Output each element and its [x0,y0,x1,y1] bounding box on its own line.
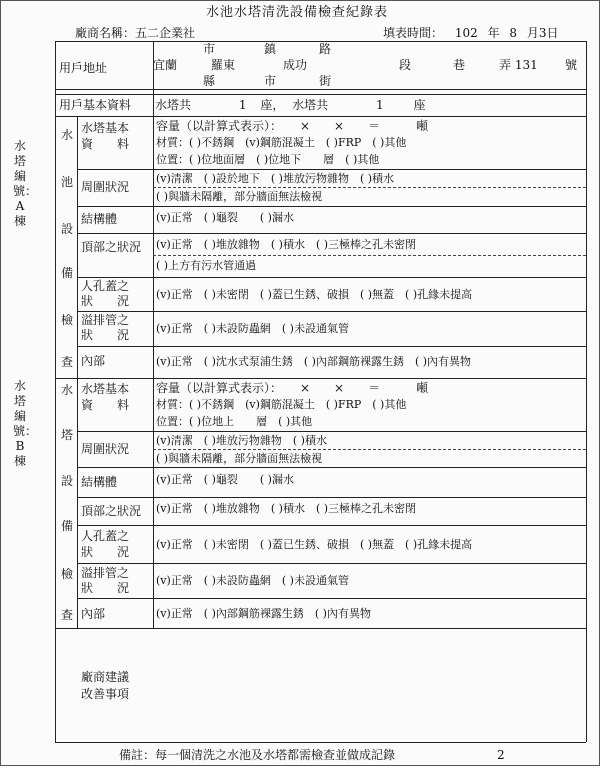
a-row7-label: 內部 [81,354,106,368]
suggestion-label-2: 改善事項 [81,687,130,701]
a-row4-label: 頂部之狀況 [81,240,142,254]
address-district: 成功 [283,58,308,72]
side-label-a: 水塔編號：A棟 [13,139,38,228]
address-city-unit: 市 [203,42,216,56]
b-surroundings-1: (v)清潔 ( )堆放污物雜物 ( )積水 [156,434,327,447]
b-top: (v)正常 ( )堆放雜物 ( )積水 ( )三極棒之孔未密閉 [156,502,417,515]
basic-info-values: 水塔共 1 座， 水塔共 1 座 [155,98,426,112]
vendor-name: 廠商名稱：五二企業社 [75,26,196,40]
b-location: 位置：( )位地上 層 ( )其他 [156,415,313,428]
a-capacity: 容量（以計算式表示）： × × ＝ 噸 [156,119,429,133]
address-street-unit: 街 [319,74,332,88]
form-title: 水池水塔清洗設備檢查紀錄表 [206,5,389,20]
address-county-unit: 縣 [203,74,216,88]
section-a-vertical-1: 水 [61,128,74,142]
a-row5-label-top: 人孔蓋之 [81,279,130,293]
b-row6-label-top: 溢排管之 [81,566,130,580]
b-row1-label-top: 水塔基本 [81,382,130,396]
section-a-vertical-6: 查 [61,355,74,369]
b-overflow: (v)正常 ( )未設防蟲網 ( )未設通氣管 [156,574,349,587]
a-top-2: ( )上方有污水管通過 [156,259,257,272]
address-city-unit-2: 市 [264,74,277,88]
a-location: 位置：( )位地面層 ( )位地下 層 ( )其他 [156,153,380,166]
a-row5-label-bottom: 狀 況 [81,294,130,308]
fill-date: 填表時間： 102 年 8 月3日 [383,26,559,40]
b-manhole: (v)正常 ( )未密閉 ( )蓋已生銹、破損 ( )無蓋 ( )孔緣未提高 [156,538,473,551]
section-a-vertical-4: 備 [61,266,74,280]
a-interior: (v)正常 ( )沈水式泵浦生銹 ( )內部鋼筋裸露生銹 ( )內有異物 [156,355,472,368]
section-b-vertical-4: 備 [61,519,74,533]
address-lane: 巷 [453,58,466,72]
address-line: 宜蘭 [153,58,178,72]
a-row6-label-bottom: 狀 況 [81,328,130,342]
address-county: 羅東 [211,58,236,72]
a-manhole: (v)正常 ( )未密閉 ( )蓋已生銹、破損 ( )無蓋 ( )孔緣未提高 [156,288,473,301]
b-capacity: 容量（以計算式表示）： × × ＝ 噸 [156,381,429,395]
section-b-vertical-5: 檢 [61,567,74,581]
section-a-vertical-2: 池 [61,175,74,189]
section-b-vertical-1: 水 [61,383,74,397]
a-surroundings-1: (v)清潔 ( )設於地下 ( )堆放污物雜物 ( )積水 [156,172,395,185]
b-row7-label: 內部 [81,607,106,621]
a-row2-label: 周圍狀況 [81,180,130,194]
page-number: 2 [497,748,505,762]
b-surroundings-2: ( )與牆未隔離，部分牆面無法檢視 [156,452,323,465]
a-material: 材質：( )不銹鋼 (v)鋼筋混凝土 ( )FRP ( )其他 [156,136,407,149]
b-row5-label-top: 人孔蓋之 [81,529,130,543]
section-b-vertical-6: 查 [61,608,74,622]
section-a-vertical-3: 設 [61,222,74,236]
b-structure: (v)正常 ( )龜裂 ( )漏水 [156,473,294,486]
section-b-vertical-2: 塔 [61,428,74,442]
b-row5-label-bottom: 狀 況 [81,545,130,559]
address-town-unit: 鎮 [264,42,277,56]
side-label-b: 水塔編號：B棟 [13,379,38,468]
address-road-unit: 路 [319,42,332,56]
address-number-unit: 號 [565,58,578,72]
a-row3-label: 結構體 [81,212,118,226]
address-section: 段 [399,58,412,72]
b-row3-label: 結構體 [81,475,118,489]
a-structure: (v)正常 ( )龜裂 ( )漏水 [156,211,294,224]
address-label: 用戶地址 [59,61,108,75]
b-interior: (v)正常 ( )內部鋼筋裸露生銹 ( )內有異物 [156,607,371,620]
section-b-vertical-3: 設 [61,474,74,488]
a-row1-label-top: 水塔基本 [81,121,130,135]
a-row1-label-bottom: 資 料 [81,137,130,151]
b-row2-label: 周圍狀況 [81,442,130,456]
a-overflow: (v)正常 ( )未設防蟲網 ( )未設通氣管 [156,322,349,335]
basic-info-label: 用戶基本資料 [59,98,132,112]
a-surroundings-2: ( )與牆未隔離，部分牆面無法檢視 [156,190,323,203]
b-row1-label-bottom: 資 料 [81,398,130,412]
b-row6-label-bottom: 狀 況 [81,581,130,595]
address-number: 弄 131 [499,58,538,72]
b-material: 材質：( )不銹鋼 (v)鋼筋混凝土 ( )FRP ( )其他 [156,398,407,411]
section-a-vertical-5: 檢 [61,313,74,327]
suggestion-label-1: 廠商建議 [81,670,130,684]
a-top-1: (v)正常 ( )堆放雜物 ( )積水 ( )三極棒之孔未密閉 [156,238,417,251]
footer-note: 備註：每一個清洗之水池及水塔都需檢查並做成記錄 [119,748,396,762]
a-row6-label-top: 溢排管之 [81,313,130,327]
b-row4-label: 頂部之狀況 [81,504,142,518]
